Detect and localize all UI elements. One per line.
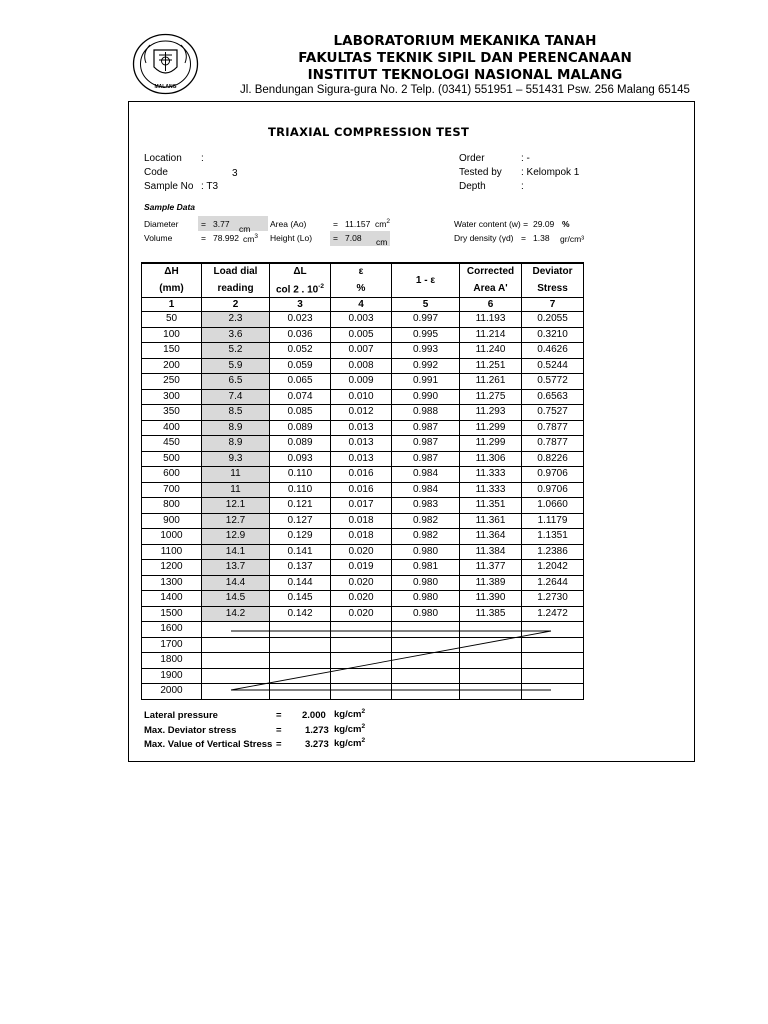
table-cell: 0.9706 bbox=[522, 482, 584, 498]
table-cell: 0.144 bbox=[270, 575, 331, 591]
table-cell: 700 bbox=[142, 482, 202, 498]
table-cell: 0.089 bbox=[270, 436, 331, 452]
table-cell: 11.261 bbox=[460, 374, 522, 390]
table-cell: 14.2 bbox=[202, 606, 270, 622]
table-cell: 600 bbox=[142, 467, 202, 483]
order-value: : - bbox=[521, 153, 530, 164]
dry-density-label: Dry density (γd) bbox=[454, 233, 514, 243]
order-label: Order bbox=[459, 153, 485, 164]
table-cell: 1400 bbox=[142, 591, 202, 607]
table-cell: 350 bbox=[142, 405, 202, 421]
table-cell: 1.2730 bbox=[522, 591, 584, 607]
table-cell: 1900 bbox=[142, 668, 202, 684]
lateral-pressure-label: Lateral pressure bbox=[144, 710, 218, 721]
table-cell: 11.299 bbox=[460, 420, 522, 436]
table-cell: 0.008 bbox=[331, 358, 392, 374]
column-number: 4 bbox=[331, 298, 392, 312]
table-cell: 0.017 bbox=[331, 498, 392, 514]
water-content-value: 29.09 bbox=[533, 219, 555, 229]
table-cell: 0.2055 bbox=[522, 312, 584, 328]
table-cell: 8.9 bbox=[202, 420, 270, 436]
dry-density-unit: gr/cm³ bbox=[560, 234, 585, 244]
table-cell: 0.6563 bbox=[522, 389, 584, 405]
height-label: Height (Lo) bbox=[270, 233, 313, 243]
table-cell: 14.1 bbox=[202, 544, 270, 560]
column-number: 6 bbox=[460, 298, 522, 312]
table-cell: 1100 bbox=[142, 544, 202, 560]
tested-by-value: : Kelompok 1 bbox=[521, 167, 580, 178]
table-cell: 1800 bbox=[142, 653, 202, 669]
logo-text: MALANG bbox=[154, 84, 177, 90]
table-cell: 0.9706 bbox=[522, 467, 584, 483]
table-cell: 11.299 bbox=[460, 436, 522, 452]
table-cell: 11.361 bbox=[460, 513, 522, 529]
dry-density-eq: = bbox=[521, 233, 526, 243]
table-cell: 11.240 bbox=[460, 343, 522, 359]
table-cell: 0.982 bbox=[392, 513, 460, 529]
volume-eq: = bbox=[201, 233, 206, 243]
water-content-label: Water content (w) = bbox=[454, 219, 529, 229]
table-cell: 0.997 bbox=[392, 312, 460, 328]
table-cell: 0.059 bbox=[270, 358, 331, 374]
table-cell: 1.2386 bbox=[522, 544, 584, 560]
location-value: : bbox=[201, 153, 204, 164]
table-cell: 0.981 bbox=[392, 560, 460, 576]
table-cell: 14.5 bbox=[202, 591, 270, 607]
table-cell: 0.987 bbox=[392, 420, 460, 436]
table-cell: 11.364 bbox=[460, 529, 522, 545]
table-cell: 13.7 bbox=[202, 560, 270, 576]
table-cell: 0.085 bbox=[270, 405, 331, 421]
column-number: 2 bbox=[202, 298, 270, 312]
depth-value: : bbox=[521, 181, 524, 192]
depth-label: Depth bbox=[459, 181, 486, 192]
max-deviator-label: Max. Deviator stress bbox=[144, 725, 237, 736]
table-cell: 0.020 bbox=[331, 591, 392, 607]
table-cell: 0.009 bbox=[331, 374, 392, 390]
table-cell: 0.7527 bbox=[522, 405, 584, 421]
header-deviator: Deviator bbox=[522, 263, 584, 281]
table-cell: 1.2644 bbox=[522, 575, 584, 591]
table-cell: 0.995 bbox=[392, 327, 460, 343]
table-cell: 0.993 bbox=[392, 343, 460, 359]
column-number: 5 bbox=[392, 298, 460, 312]
lateral-pressure-eq: = bbox=[276, 710, 282, 721]
table-cell: 0.141 bbox=[270, 544, 331, 560]
table-cell: 2.3 bbox=[202, 312, 270, 328]
table-cell: 0.5244 bbox=[522, 358, 584, 374]
page-title: TRIAXIAL COMPRESSION TEST bbox=[268, 125, 470, 139]
table-cell: 0.980 bbox=[392, 606, 460, 622]
table-cell: 14.4 bbox=[202, 575, 270, 591]
table-cell: 0.992 bbox=[392, 358, 460, 374]
header-dh: ΔH bbox=[142, 263, 202, 281]
area-unit: $cm^2$ bbox=[375, 218, 390, 229]
table-cell: 11.193 bbox=[460, 312, 522, 328]
table-cell: 0.990 bbox=[392, 389, 460, 405]
table-cell: 0.145 bbox=[270, 591, 331, 607]
max-vertical-value: 3.273 bbox=[305, 739, 329, 750]
sample-no-value: : T3 bbox=[201, 181, 219, 192]
table-cell: 11.275 bbox=[460, 389, 522, 405]
table-cell: 8.5 bbox=[202, 405, 270, 421]
sample-no-label: Sample No bbox=[144, 181, 194, 192]
lab-name: LABORATORIUM MEKANIKA TANAH bbox=[333, 33, 597, 49]
table-cell: 11.333 bbox=[460, 482, 522, 498]
table-cell: 900 bbox=[142, 513, 202, 529]
table-cell: 0.003 bbox=[331, 312, 392, 328]
table-cell: 12.9 bbox=[202, 529, 270, 545]
table-cell: 11.390 bbox=[460, 591, 522, 607]
diameter-label: Diameter bbox=[144, 219, 179, 229]
max-deviator-value: 1.273 bbox=[305, 725, 329, 736]
table-cell: 400 bbox=[142, 420, 202, 436]
table-cell: 150 bbox=[142, 343, 202, 359]
table-cell: 12.1 bbox=[202, 498, 270, 514]
max-deviator-eq: = bbox=[276, 725, 282, 736]
table-cell: 450 bbox=[142, 436, 202, 452]
volume-unit: $cm^3$ bbox=[243, 233, 258, 244]
table-cell: 11.333 bbox=[460, 467, 522, 483]
volume-value: 78.992 bbox=[213, 233, 239, 243]
table-cell: 7.4 bbox=[202, 389, 270, 405]
volume-label: Volume bbox=[144, 233, 173, 243]
table-cell: 0.023 bbox=[270, 312, 331, 328]
max-vertical-unit: $kg/cm^2$ bbox=[334, 737, 366, 750]
table-cell: 0.010 bbox=[331, 389, 392, 405]
table-cell: 0.980 bbox=[392, 544, 460, 560]
table-cell: 5.9 bbox=[202, 358, 270, 374]
table-cell: 0.007 bbox=[331, 343, 392, 359]
table-cell: 11 bbox=[202, 482, 270, 498]
max-vertical-label: Max. Value of Vertical Stress bbox=[144, 739, 273, 750]
table-cell: 1300 bbox=[142, 575, 202, 591]
table-cell: 0.013 bbox=[331, 451, 392, 467]
header-area: Area A' bbox=[460, 281, 522, 298]
table-cell: 0.065 bbox=[270, 374, 331, 390]
table-cell: 0.983 bbox=[392, 498, 460, 514]
table-cell: 0.052 bbox=[270, 343, 331, 359]
table-cell: 0.988 bbox=[392, 405, 460, 421]
column-number: 3 bbox=[270, 298, 331, 312]
table-cell: 0.5772 bbox=[522, 374, 584, 390]
table-cell: 0.984 bbox=[392, 467, 460, 483]
lateral-pressure-value: 2.000 bbox=[302, 710, 326, 721]
table-cell: 11.214 bbox=[460, 327, 522, 343]
institute-name: INSTITUT TEKNOLOGI NASIONAL MALANG bbox=[307, 67, 623, 83]
table-cell: 0.8226 bbox=[522, 451, 584, 467]
sample-data-heading: Sample Data bbox=[144, 202, 196, 212]
area-value: 11.157 bbox=[345, 219, 371, 229]
table-cell: 12.7 bbox=[202, 513, 270, 529]
table-cell: 1000 bbox=[142, 529, 202, 545]
diameter-unit: cm bbox=[239, 224, 251, 234]
table-cell: 0.110 bbox=[270, 467, 331, 483]
table-cell: 1500 bbox=[142, 606, 202, 622]
table-cell: 1200 bbox=[142, 560, 202, 576]
table-cell: 3.6 bbox=[202, 327, 270, 343]
location-label: Location bbox=[144, 153, 182, 164]
code-value: 3 bbox=[232, 168, 238, 179]
table-cell: 11.377 bbox=[460, 560, 522, 576]
table-cell: 0.4626 bbox=[522, 343, 584, 359]
water-content-unit: % bbox=[562, 219, 570, 229]
table-cell: 500 bbox=[142, 451, 202, 467]
table-cell: 0.142 bbox=[270, 606, 331, 622]
table-cell: 0.3210 bbox=[522, 327, 584, 343]
table-cell: 0.991 bbox=[392, 374, 460, 390]
header-dh-unit: (mm) bbox=[142, 281, 202, 298]
table-cell: 11.384 bbox=[460, 544, 522, 560]
table-cell: 0.089 bbox=[270, 420, 331, 436]
header-stress: Stress bbox=[522, 281, 584, 298]
table-cell: 1.2042 bbox=[522, 560, 584, 576]
table-cell: 0.018 bbox=[331, 513, 392, 529]
table-cell: 0.013 bbox=[331, 420, 392, 436]
lateral-pressure-unit: $kg/cm^2$ bbox=[334, 708, 366, 721]
table-cell: 50 bbox=[142, 312, 202, 328]
table-cell: 0.987 bbox=[392, 451, 460, 467]
table-cell: 300 bbox=[142, 389, 202, 405]
table-cell: 0.016 bbox=[331, 467, 392, 483]
table-cell: 800 bbox=[142, 498, 202, 514]
table-cell: 100 bbox=[142, 327, 202, 343]
diameter-eq: = bbox=[201, 219, 206, 229]
faculty-name: FAKULTAS TEKNIK SIPIL DAN PERENCANAAN bbox=[298, 50, 632, 66]
table-cell: 0.980 bbox=[392, 575, 460, 591]
max-deviator-unit: $kg/cm^2$ bbox=[334, 723, 366, 736]
table-cell: 2000 bbox=[142, 684, 202, 700]
table-cell: 5.2 bbox=[202, 343, 270, 359]
height-eq: = bbox=[333, 233, 338, 243]
column-number: 1 bbox=[142, 298, 202, 312]
table-cell: 1.2472 bbox=[522, 606, 584, 622]
table-cell: 0.987 bbox=[392, 436, 460, 452]
code-label: Code bbox=[144, 167, 168, 178]
table-cell: 11.385 bbox=[460, 606, 522, 622]
table-cell: 0.012 bbox=[331, 405, 392, 421]
header-col2: col 2 . $10^{-2}$ bbox=[270, 281, 331, 298]
column-number: 7 bbox=[522, 298, 584, 312]
table-cell: 0.093 bbox=[270, 451, 331, 467]
table-cell: 0.019 bbox=[331, 560, 392, 576]
table-cell: 0.127 bbox=[270, 513, 331, 529]
table-cell: 0.074 bbox=[270, 389, 331, 405]
area-eq: = bbox=[333, 219, 338, 229]
table-cell: 0.7877 bbox=[522, 436, 584, 452]
table-cell: 1.1351 bbox=[522, 529, 584, 545]
table-cell: 0.036 bbox=[270, 327, 331, 343]
table-cell: 0.016 bbox=[331, 482, 392, 498]
table-cell: 0.020 bbox=[331, 575, 392, 591]
table-cell: 11.389 bbox=[460, 575, 522, 591]
table-cell: 0.018 bbox=[331, 529, 392, 545]
diameter-value: 3.77 bbox=[213, 219, 230, 229]
tested-by-label: Tested by bbox=[459, 167, 502, 178]
table-cell: 1.0660 bbox=[522, 498, 584, 514]
table-cell: 1.1179 bbox=[522, 513, 584, 529]
table-cell: 250 bbox=[142, 374, 202, 390]
header-load-dial: Load dial bbox=[202, 263, 270, 281]
table-cell: 11.351 bbox=[460, 498, 522, 514]
dry-density-value: 1.38 bbox=[533, 233, 550, 243]
table-cell: 0.013 bbox=[331, 436, 392, 452]
area-label: Area (Ao) bbox=[270, 219, 307, 229]
table-cell: 200 bbox=[142, 358, 202, 374]
address: Jl. Bendungan Sigura-gura No. 2 Telp. (0341) 551951 – 551431 Psw. 256 Malang 65145 bbox=[240, 84, 690, 96]
table-cell: 11.306 bbox=[460, 451, 522, 467]
max-vertical-eq: = bbox=[276, 739, 282, 750]
table-cell: 0.137 bbox=[270, 560, 331, 576]
table-cell: 11 bbox=[202, 467, 270, 483]
table-cell: 6.5 bbox=[202, 374, 270, 390]
table-cell: 0.020 bbox=[331, 606, 392, 622]
table-cell: 11.293 bbox=[460, 405, 522, 421]
header-one-minus-strain: 1 - ε bbox=[392, 263, 460, 298]
header-reading: reading bbox=[202, 281, 270, 298]
header-dl: ΔL bbox=[270, 263, 331, 281]
table-cell: 1600 bbox=[142, 622, 202, 638]
header-percent: % bbox=[331, 281, 392, 298]
table-cell: 0.7877 bbox=[522, 420, 584, 436]
table-cell: 0.110 bbox=[270, 482, 331, 498]
table-cell: 0.005 bbox=[331, 327, 392, 343]
table-cell: 0.980 bbox=[392, 591, 460, 607]
header-strain: ε bbox=[331, 263, 392, 281]
header-corrected: Corrected bbox=[460, 263, 522, 281]
table-cell: 11.251 bbox=[460, 358, 522, 374]
table-cell: 0.129 bbox=[270, 529, 331, 545]
table-cell: 1700 bbox=[142, 637, 202, 653]
height-unit: cm bbox=[376, 237, 388, 247]
table-cell: 0.984 bbox=[392, 482, 460, 498]
table-cell: 0.020 bbox=[331, 544, 392, 560]
table-cell: 0.121 bbox=[270, 498, 331, 514]
table-cell: 9.3 bbox=[202, 451, 270, 467]
table-cell: 8.9 bbox=[202, 436, 270, 452]
height-value: 7.08 bbox=[345, 233, 362, 243]
table-cell: 0.982 bbox=[392, 529, 460, 545]
